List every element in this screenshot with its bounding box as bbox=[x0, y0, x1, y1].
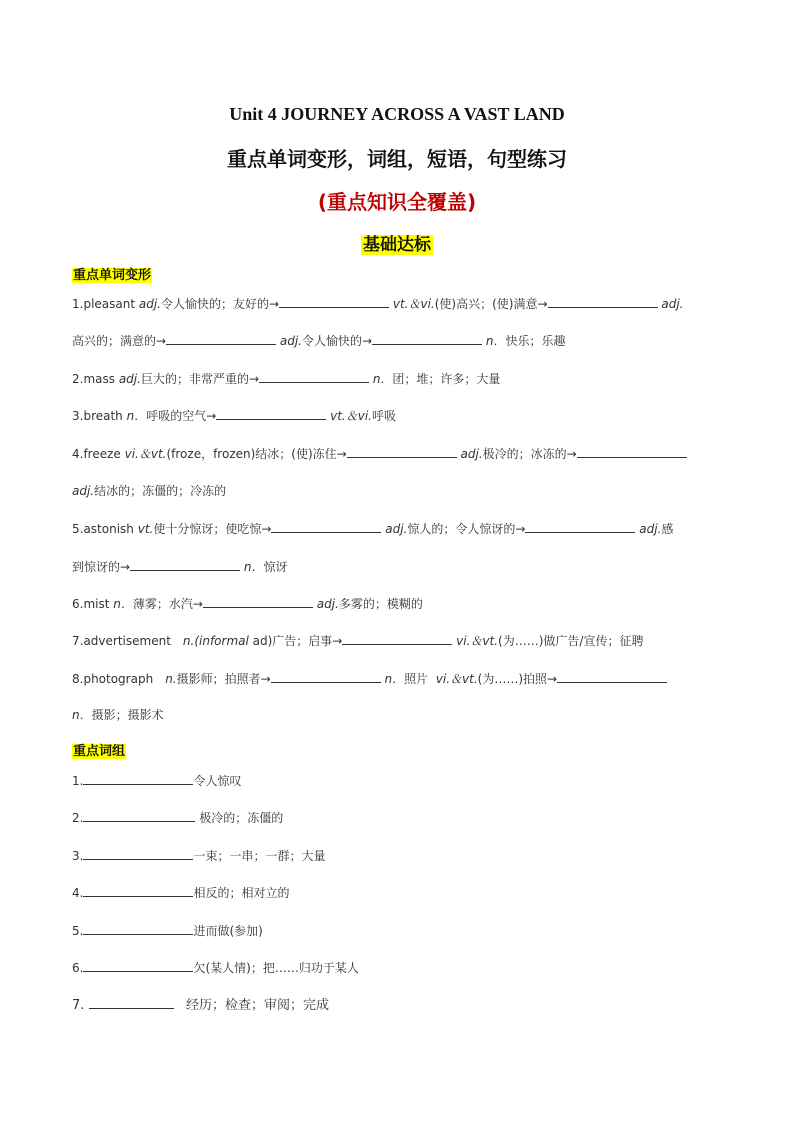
phrase-item-6: 6. 欠(某人情)；把……归功于某人 bbox=[72, 961, 359, 975]
word-item-8: 8.photograph n.摄影师；拍照者→ n．照片 vi.＆vt.(为……)拍照→ bbox=[72, 670, 667, 687]
answer-blank[interactable] bbox=[342, 632, 452, 645]
answer-blank[interactable] bbox=[166, 332, 276, 345]
word-item-5: 5.astonish vt.使十分惊讶；使吃惊→ adj.惊人的；令人惊讶的→ adj.感 bbox=[72, 522, 674, 536]
word-item-4-cont: adj.结冰的；冻僵的；冷冻的 bbox=[72, 484, 227, 498]
section-heading-phrases: 重点词组 bbox=[73, 744, 126, 759]
phrase-item-1: 1. 令人惊叹 bbox=[72, 774, 242, 788]
word-item-8-cont: n．摄影；摄影术 bbox=[72, 708, 164, 722]
answer-blank[interactable] bbox=[525, 520, 635, 533]
answer-blank[interactable] bbox=[372, 332, 482, 345]
level-label: 基础达标 bbox=[363, 235, 431, 255]
phrase-item-3: 3. 一束；一串；一群；大量 bbox=[72, 849, 326, 863]
answer-blank[interactable] bbox=[83, 959, 193, 972]
answer-blank[interactable] bbox=[279, 295, 389, 308]
answer-blank[interactable] bbox=[203, 595, 313, 608]
answer-blank[interactable] bbox=[557, 670, 667, 683]
answer-blank[interactable] bbox=[89, 996, 174, 1009]
answer-blank[interactable] bbox=[83, 922, 193, 935]
word-item-6: 6.mist n．薄雾；水汽→ adj.多雾的；模糊的 bbox=[72, 597, 423, 611]
answer-blank[interactable] bbox=[83, 809, 195, 822]
phrase-item-2: 2. 极冷的；冻僵的 bbox=[72, 811, 284, 825]
answer-blank[interactable] bbox=[271, 670, 381, 683]
answer-blank[interactable] bbox=[548, 295, 658, 308]
word-item-4: 4.freeze vi.＆vt.(froze，frozen)结冰；(使)冻住→ adj.极冷的；冰冻的→ bbox=[72, 445, 687, 462]
level-heading bbox=[0, 230, 794, 255]
section-heading-words: 重点单词变形 bbox=[73, 268, 152, 283]
document-title: Unit 4 JOURNEY ACROSS A VAST LAND bbox=[229, 104, 565, 124]
coverage-banner: (重点知识全覆盖) bbox=[317, 190, 477, 214]
document-subtitle: 重点单词变形，词组，短语，句型练习 bbox=[227, 147, 567, 171]
answer-blank[interactable] bbox=[259, 370, 369, 383]
answer-blank[interactable] bbox=[83, 772, 193, 785]
word-item-1: 1.pleasant adj.令人愉快的；友好的→ vt.＆vi.(使)高兴；(使)满意→ adj. bbox=[72, 297, 684, 311]
answer-blank[interactable] bbox=[83, 847, 193, 860]
answer-blank[interactable] bbox=[271, 520, 381, 533]
answer-blank[interactable] bbox=[577, 445, 687, 458]
word-item-2: 2.mass adj.巨大的；非常严重的→ n．团；堆；许多；大量 bbox=[72, 372, 501, 386]
answer-blank[interactable] bbox=[130, 558, 240, 571]
phrase-item-5: 5. 进而做(参加) bbox=[72, 924, 263, 938]
word-item-1-cont: 高兴的；满意的→ adj.令人愉快的→ n．快乐；乐趣 bbox=[72, 334, 566, 348]
word-item-3: 3.breath n．呼吸的空气→ vt.＆vi.呼吸 bbox=[72, 409, 396, 423]
answer-blank[interactable] bbox=[83, 884, 193, 897]
word-item-5-cont: 到惊讶的→ n．惊讶 bbox=[72, 560, 288, 574]
phrase-item-4: 4. 相反的；相对立的 bbox=[72, 886, 290, 900]
answer-blank[interactable] bbox=[216, 407, 326, 420]
answer-blank[interactable] bbox=[347, 445, 457, 458]
phrase-item-7: 7. 经历；检查；审阅；完成 bbox=[72, 998, 329, 1013]
word-item-7: 7.advertisement n.(informal ad)广告；启事→ vi.＆vt.(为……)做广告/宣传；征聘 bbox=[72, 634, 644, 648]
